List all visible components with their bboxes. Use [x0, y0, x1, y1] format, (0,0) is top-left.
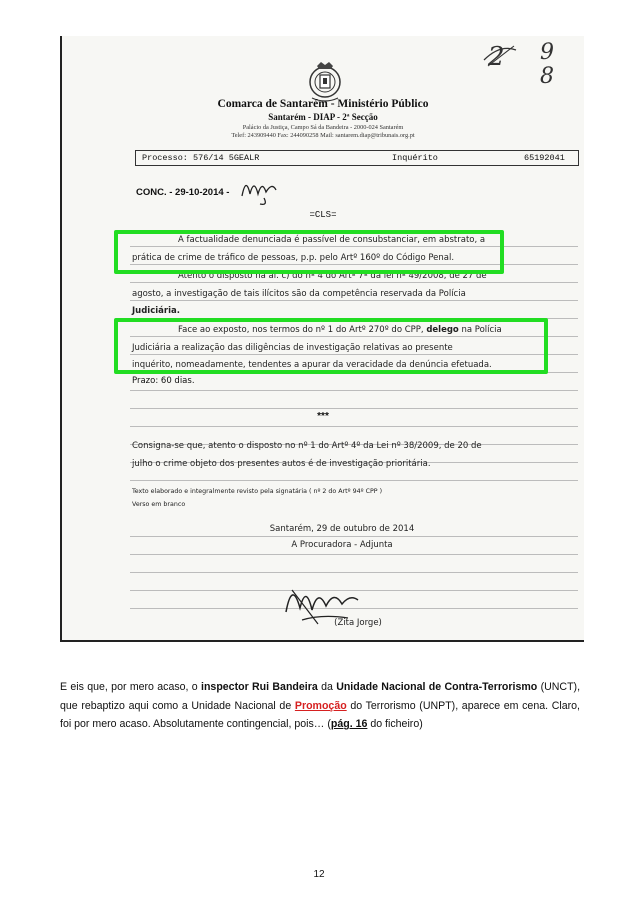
para1-line1: A factualidade denunciada é passível de consubstanciar, em abstrato, a: [178, 235, 486, 245]
cls-mark: =CLS=: [309, 210, 337, 220]
para3-line1: Face ao exposto, nos termos do nº 1 do Artº 270º do CPP, delego na Polícia: [178, 325, 502, 335]
paragraph-atento: [132, 268, 582, 321]
header-address: Palácio da Justiça, Campo Sá da Bandeira - 2000-024 Santarém: [242, 124, 404, 131]
deadline: Prazo: 60 dias.: [132, 376, 195, 386]
signatory-name: (Zita Jorge): [334, 618, 382, 628]
delego-word: delego: [426, 325, 459, 335]
para2-line3: Judiciária.: [132, 306, 180, 317]
inspector-name: inspector Rui Bandeira: [201, 681, 318, 693]
margin-mark-right-top: 9: [540, 40, 554, 65]
initials-signature-icon: [238, 172, 282, 206]
note-verso: Verso em branco: [132, 501, 186, 508]
para4-line2: julho o crime objeto dos presentes autos é de investigação prioritária.: [132, 458, 431, 469]
note-text-reviewed: Texto elaborado e integralmente revisto pela signatária ( nº 2 do Artº 94º CPP ): [132, 488, 383, 495]
separator-stars: ***: [317, 411, 329, 422]
page-number: 12: [313, 869, 325, 880]
para1-line2: prática de crime de tráfico de pessoas, p.p. pelo Artº 160º do Código Penal.: [132, 252, 455, 263]
process-number: Processo: 576/14 5GEALR: [142, 153, 260, 163]
signatory-role: A Procuradora - Adjunta: [291, 540, 393, 550]
coat-of-arms-icon: [306, 58, 344, 102]
para3-line3: inquérito, nomeadamente, tendentes a apurar da veracidade da denúncia efetuada.: [132, 360, 492, 371]
scanned-document: [60, 36, 584, 642]
ruled-line: [130, 408, 578, 409]
header-subtitle: Santarém - DIAP - 2ª Secção: [268, 112, 378, 122]
unit-name: Unidade Nacional de Contra-Terrorismo: [336, 681, 538, 693]
ruled-line: [130, 426, 578, 427]
ruled-line: [130, 554, 578, 555]
promocao-word: Promoção: [294, 699, 347, 712]
highlight-box-2: [114, 318, 548, 374]
para2-line2: agosto, a investigação de tais ilícitos são da competência reservada da Polícia: [132, 288, 466, 299]
header-title: Comarca de Santarém - Ministério Público: [217, 98, 429, 110]
margin-mark-right-bottom: 8: [540, 64, 554, 89]
para4-line1: Consigna-se que, atento o disposto no nº 1 do Artº 4º da Lei nº 38/2009, de 20 de: [132, 441, 482, 451]
body-paragraph: E eis que, por mero acaso, o inspector Rui Bandeira da Unidade Nacional de Contra-Terrorismo (UNCT), que rebaptizo aqui como a Unidade Nacional de Promoção do Terrorismo (UNPT), aparece em cena. Claro, foi por mero acaso. Absolutamente contingencial, pois… (pág. 16 do ficheiro): [60, 681, 581, 731]
ruled-line: [130, 390, 578, 391]
highlight-box-1: [114, 230, 504, 274]
paragraph-consigna: [132, 438, 582, 473]
process-type: Inquérito: [392, 153, 438, 163]
para3-line2: Judiciária a realização das diligências de investigação relativas ao presente: [132, 342, 453, 353]
header-contacts: Telef: 243909440 Fax: 244090258 Mail: santarem.diap@tribunais.org.pt: [231, 132, 415, 139]
margin-mark-left: 2: [488, 42, 505, 72]
process-code: 65192041: [524, 153, 565, 163]
conclusion-date: CONC. - 29-10-2014 -: [136, 187, 230, 198]
margin-strike-icon: [480, 40, 520, 70]
ruled-line: [130, 536, 578, 537]
para2-line1: Atento o disposto na al. c) do nº 4 do Artº 7º da lei nº 49/2008, de 27 de: [178, 271, 487, 281]
place-date: Santarém, 29 de outubro de 2014: [269, 524, 415, 534]
process-box: [135, 150, 579, 166]
page-reference-link[interactable]: pág. 16: [330, 718, 368, 731]
ruled-line: [130, 480, 578, 481]
